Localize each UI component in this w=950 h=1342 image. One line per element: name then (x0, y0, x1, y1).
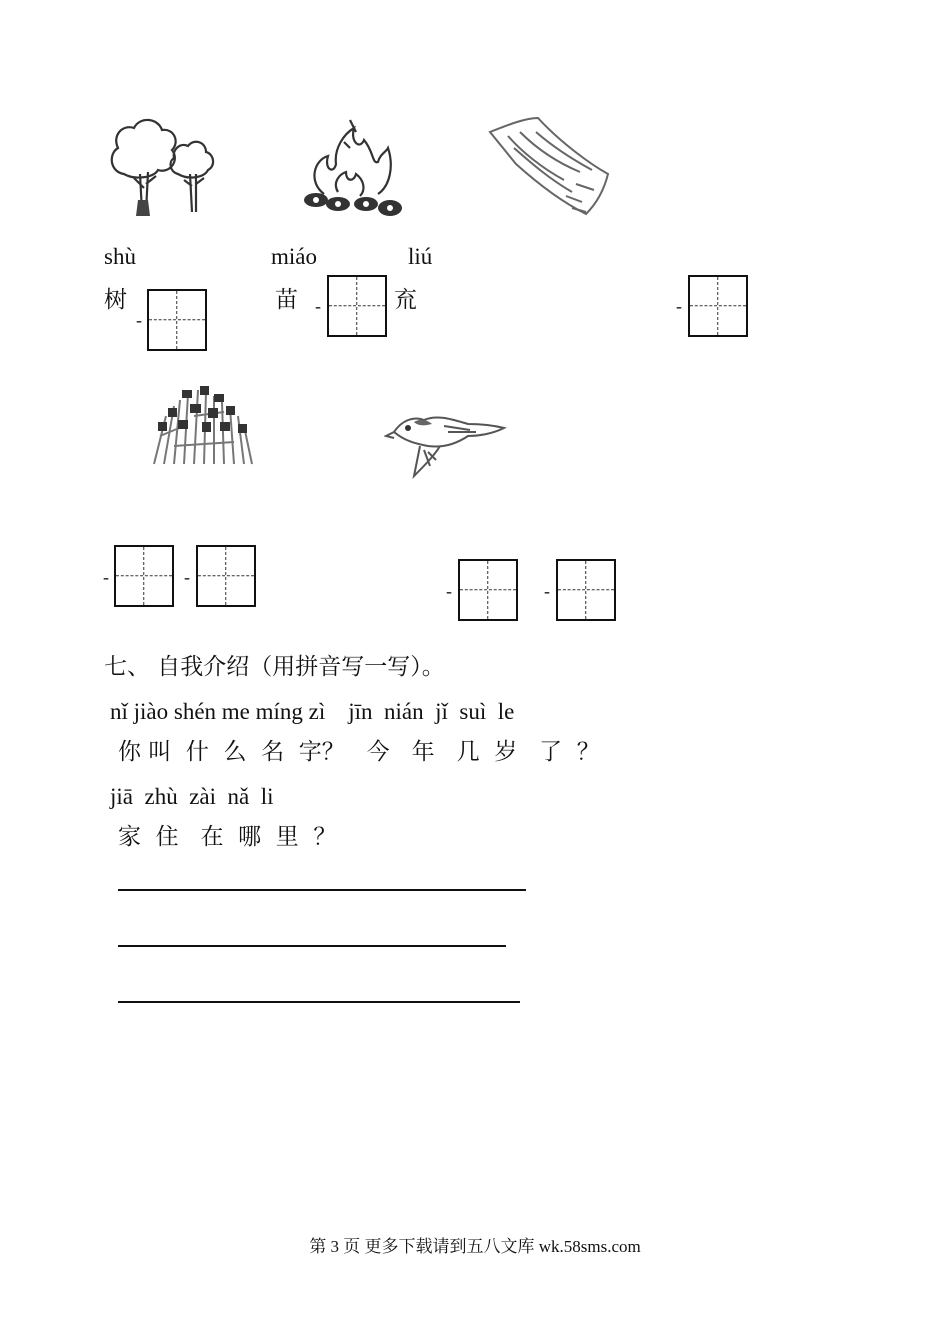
fire-icon (294, 112, 410, 222)
page-footer: 第 3 页 更多下载请到五八文库 wk.58sms.com (309, 1237, 641, 1256)
water-stream-icon (486, 112, 614, 218)
bird-icon (384, 380, 508, 484)
blank-dash: - (103, 567, 109, 587)
pinyin-miao: miáo (271, 244, 317, 269)
answer-line-1[interactable] (118, 889, 526, 891)
writing-box-3[interactable] (688, 275, 748, 337)
trees-icon (104, 112, 230, 218)
writing-box-6[interactable] (458, 559, 518, 621)
writing-box-2[interactable] (327, 275, 387, 337)
writing-box-4[interactable] (114, 545, 174, 607)
question-1-pinyin: nǐ jiào shén me míng zì jīn nián jǐ suì le (110, 699, 515, 724)
blank-dash: - (544, 581, 550, 601)
grass-icon (144, 376, 260, 466)
hanzi-miao: 苗 (275, 287, 298, 313)
writing-box-1[interactable] (147, 289, 207, 351)
answer-line-3[interactable] (118, 1001, 520, 1003)
blank-dash: - (315, 296, 321, 316)
question-2-pinyin: jiā zhù zài nǎ li (110, 784, 274, 809)
writing-box-5[interactable] (196, 545, 256, 607)
writing-box-7[interactable] (556, 559, 616, 621)
blank-dash: - (676, 296, 682, 316)
blank-dash: - (136, 310, 142, 330)
pinyin-shu: shù (104, 244, 136, 269)
section-7-title: 七、 自我介绍（用拼音写一写）。 (104, 654, 445, 680)
hanzi-shu: 树 (104, 287, 127, 313)
answer-line-2[interactable] (118, 945, 506, 947)
question-1-hanzi: 你 叫 什 么 名 字？ 今 年 几 岁 了 ？ (118, 739, 600, 765)
blank-dash: - (184, 567, 190, 587)
question-2-hanzi: 家 住 在 哪 里 ？ (118, 824, 337, 850)
pinyin-liu: liú (408, 244, 433, 269)
hanzi-liu: 㐬 (394, 287, 417, 313)
blank-dash: - (446, 581, 452, 601)
